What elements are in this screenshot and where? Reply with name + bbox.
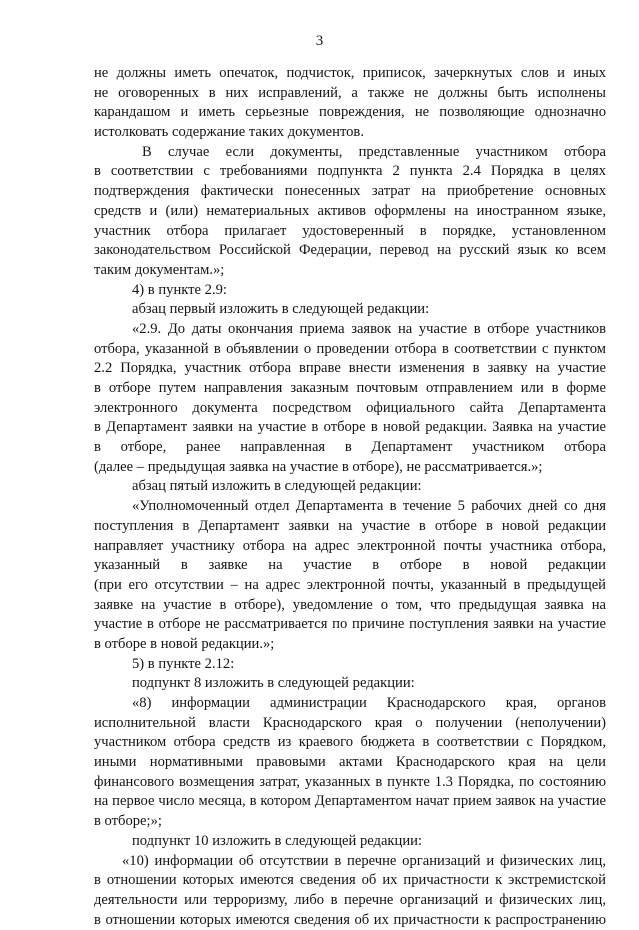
text-line: иными нормативными правовыми актами Краснодарского края на цели — [94, 754, 606, 771]
text-line: в отношении которых имеются сведения об их причастности к распространению — [94, 911, 606, 928]
text-line: подпункт 8 изложить в следующей редакции: — [132, 675, 415, 692]
text-line: средств и (или) нематериальных активов оформлены на иностранном языке, — [94, 202, 606, 219]
text-line: В случае если документы, представленные участником отбора — [142, 143, 606, 160]
text-line: (далее – предыдущая заявка на участие в отборе), не рассматривается.»; — [94, 458, 543, 475]
page-number: 3 — [315, 33, 324, 49]
text-line: на первое число месяца, в котором Департаментом начат прием заявок на участие — [94, 793, 606, 810]
text-line: таким документам.»; — [94, 261, 225, 278]
text-line: отбора, указанной в объявлении о проведении отбора в соответствии с пунктом — [94, 340, 606, 357]
text-line: «2.9. До даты окончания приема заявок на участие в отборе участников — [132, 320, 606, 337]
text-line: истолковать содержание таких документов. — [94, 124, 364, 141]
text-line: подтверждения фактически понесенных затрат на приобретение основных — [94, 183, 606, 200]
text-line: заявке на участие в отборе), уведомление о том, что предыдущая заявка на — [94, 596, 606, 613]
text-line: в отборе в новой редакции.»; — [94, 635, 275, 652]
text-line: электронного документа посредством официального сайта Департамента — [94, 399, 606, 416]
text-line: участником отбора средств из краевого бюджета в соответствии с Порядком, — [94, 734, 606, 751]
text-line: деятельности или терроризму, либо в перечне организаций и физических лиц, — [94, 891, 606, 908]
text-line: абзац пятый изложить в следующей редакции: — [132, 478, 422, 495]
text-line: законодательством Российской Федерации, перевод на русский язык ко всем — [94, 242, 606, 259]
text-line: подпункт 10 изложить в следующей редакции: — [132, 832, 423, 849]
text-line: не оговоренных в них исправлений, а также не должны быть исполнены — [94, 84, 606, 101]
text-line: карандашом и иметь серьезные повреждения, не позволяющие однозначно — [94, 104, 606, 121]
text-line: абзац первый изложить в следующей редакции: — [132, 301, 430, 318]
text-line: направляет участнику отбора на адрес электронной почты участника отбора, — [94, 537, 606, 554]
text-line: в отборе путем направления заказным почтовым отправлением или в форме — [94, 380, 606, 396]
text-line: в отношении которых имеются сведения об их причастности к экстремистской — [94, 872, 606, 889]
text-line: исполнительной власти Краснодарского края о получении (неполучении) — [94, 714, 606, 731]
text-line: не должны иметь опечаток, подчисток, приписок, зачеркнутых слов и иных — [94, 65, 606, 81]
text-line: поступления в Департамент заявки на участие в отборе в новой редакции — [94, 517, 606, 534]
text-line: в отборе;»; — [94, 813, 162, 830]
text-line: в соответствии с требованиями подпункта 2 пункта 2.4 Порядка в целях — [94, 163, 606, 180]
text-line: 4) в пункте 2.9: — [132, 281, 227, 298]
text-line: участник отбора прилагает удостоверенный в порядке, установленном — [94, 222, 606, 239]
text-line: (при его отсутствии – на адрес электронной почты, указанный в предыдущей — [94, 576, 606, 593]
text-line: «10) информации об отсутствии в перечне организаций и физических лиц, — [122, 852, 606, 869]
text-line: «8) информации администрации Краснодарского края, органов — [132, 695, 606, 711]
text-line: в Департамент заявки на участие в отборе в новой редакции. Заявка на участие — [94, 419, 606, 436]
text-line: участие в отборе не рассматривается по причине поступления заявки на участие — [94, 616, 606, 633]
text-line: указанный в заявке на участие в отборе в новой редакции — [94, 557, 606, 574]
text-line: «Уполномоченный отдел Департамента в течение 5 рабочих дней со дня — [132, 498, 606, 515]
document-body — [94, 64, 606, 930]
text-line: 5) в пункте 2.12: — [132, 655, 235, 672]
text-line: финансового возмещения затрат, указанных в пункте 1.3 Порядка, по состоянию — [94, 773, 606, 790]
text-line: в отборе, ранее направленная в Департамент участником отбора — [94, 439, 606, 456]
text-line: 2.2 Порядка, участник отбора вправе внести изменения в заявку на участие — [94, 360, 606, 377]
